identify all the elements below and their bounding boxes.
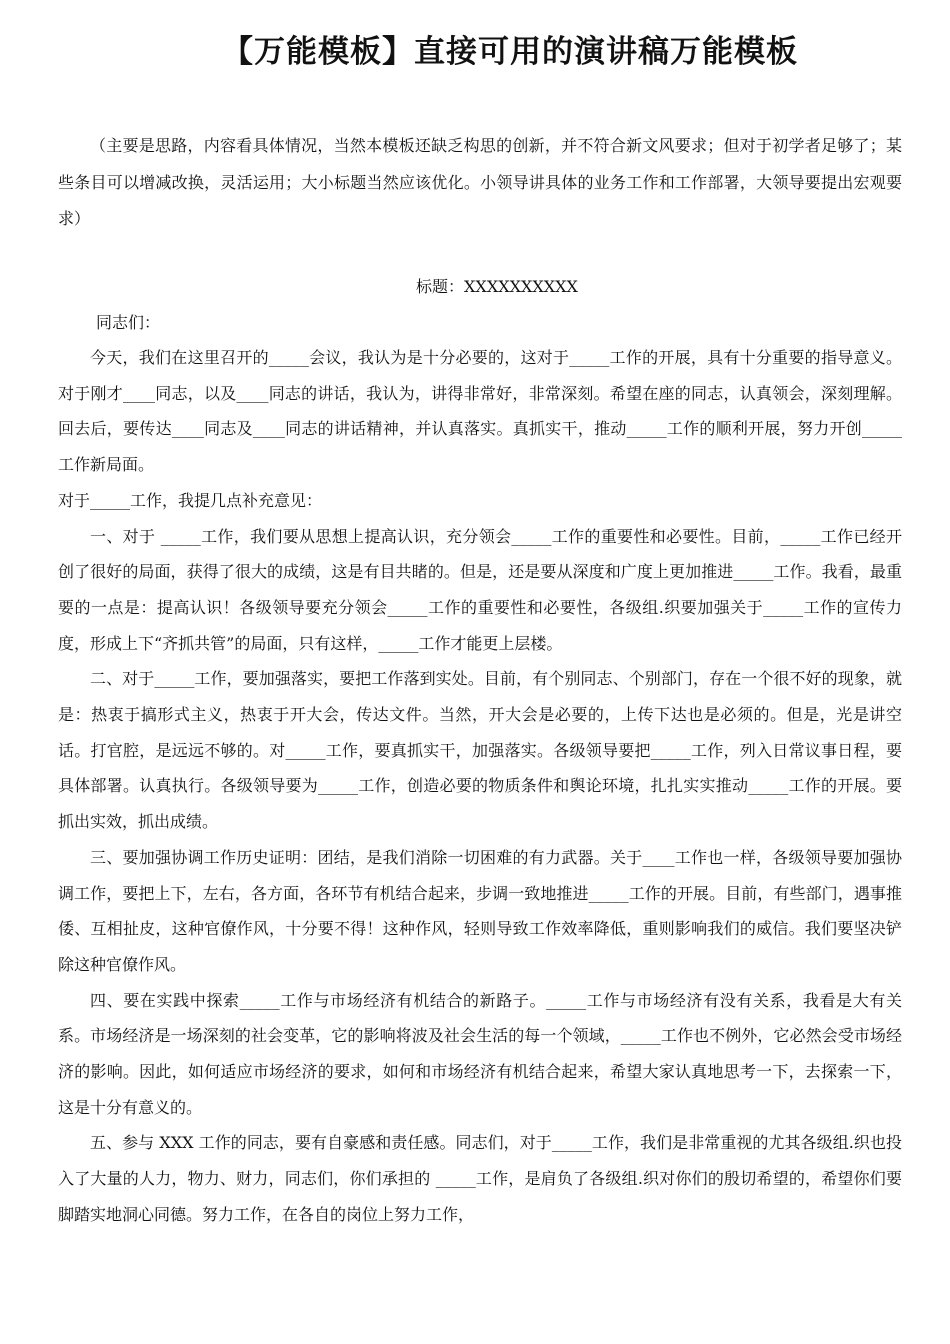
speech-body bbox=[58, 340, 902, 1233]
intro-paragraph: （主要是思路，内容看具体情况，当然本模板还缺乏构思的创新，并不符合新文风要求；但对于初学者足够了；某些条目可以增减改换，灵活运用；大小标题当然应该优化。小领导讲具体的业务工作和工作部署，大领导要提出宏观要求） bbox=[58, 136, 902, 228]
paragraph-point-1: 一、对于 _____工作，我们要从思想上提高认识，充分领会_____工作的重要性和必要性。目前，_____工作已经开创了很好的局面，获得了很大的成绩，这是有目共睹的。但是，还是要从深度和广度上更加推进_____工作。我看，最重要的一点是：提高认识！各级领导要充分领会_____工作的重要性和必要性，各级组.织要加强关于_____工作的宣传力度，形成上下“齐抓共管”的局面，只有这样，_____工作才能更上层楼。 bbox=[58, 526, 902, 653]
paragraph-point-4: 四、要在实践中探索_____工作与市场经济有机结合的新路子。_____工作与市场经济有没有关系，我看是大有关系。市场经济是一场深刻的社会变革，它的影响将波及社会生活的每一个领域，_____工作也不例外，它必然会受市场经济的影响。因此，如何适应市场经济的要求，如何和市场经济有机结合起来，希望大家认真地思考一下，去探索一下，这是十分有意义的。 bbox=[58, 990, 902, 1117]
greeting: 同志们： bbox=[96, 313, 161, 332]
paragraph-point-5: 五、参与 XXX 工作的同志，要有自豪感和责任感。同志们，对于_____工作，我们是非常重视的尤其各级组.织也投入了大量的人力，物力、财力，同志们，你们承担的 _____工作，是肩负了各级组.织对你们的殷切希望的，希望你们要脚踏实地洞心同德。努力工作，在各自的岗位上努力工作， bbox=[58, 1133, 902, 1224]
document-title: 【万能模板】直接可用的演讲稿万能模板 bbox=[222, 34, 798, 70]
paragraph-point-3: 三、要加强协调工作历史证明：团结，是我们消除一切困难的有力武器。关于____工作也一样，各级领导要加强协调工作，要把上下，左右，各方面，各环节有机结合起来，步调一致地推进_____工作的开展。目前，有些部门，遇事推倭、互相扯皮，这种官僚作风，十分要不得！这种作风，轻则导致工作效率降低，重则影响我们的威信。我们要坚决铲除这种官僚作风。 bbox=[58, 847, 902, 974]
speech-heading-label: 标题：XXXXXXXXXX bbox=[416, 277, 578, 296]
paragraph-lead-in: 对于_____工作，我提几点补充意见： bbox=[58, 490, 323, 510]
paragraph-opening: 今天，我们在这里召开的_____会议，我认为是十分必要的，这对于_____工作的开展，具有十分重要的指导意义。对于刚才____同志，以及____同志的讲话，我认为，讲得非常好，非常深刻。希望在座的同志，认真领会，深刻理解。回去后，要传达____同志及____同志的讲话精神，并认真落实。真抓实干，推动_____工作的顺利开展，努力开创_____工作新局面。 bbox=[58, 348, 902, 475]
paragraph-point-2: 二、对于_____工作，要加强落实，要把工作落到实处。目前，有个别同志、个别部门，存在一个很不好的现象，就是：热衷于搞形式主义，热衷于开大会，传达文件。当然，开大会是必要的，上传下达也是必须的。但是，光是讲空话。打官腔，是远远不够的。对_____工作，要真抓实干，加强落实。各级领导要把_____工作，列入日常议事日程，要具体部署。认真执行。各级领导要为_____工作，创造必要的物质条件和舆论环境，扎扎实实推动_____工作的开展。要抓出实效，抓出成绩。 bbox=[58, 669, 902, 832]
